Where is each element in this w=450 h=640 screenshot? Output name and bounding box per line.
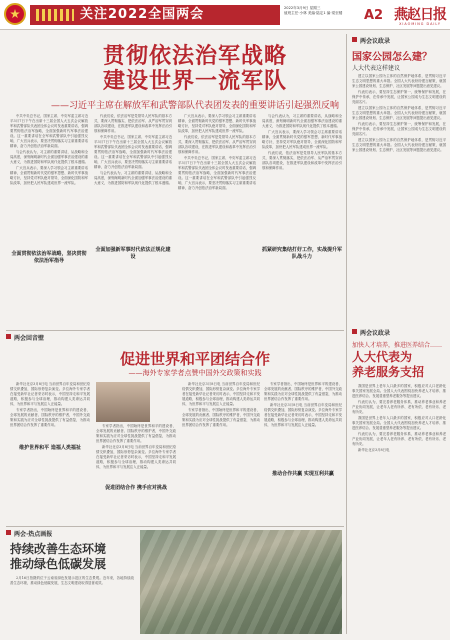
lead-headline: 贯彻依法治军战略 建设世界一流军队 bbox=[102, 43, 287, 94]
landscape-photo bbox=[140, 530, 342, 634]
column-divider bbox=[346, 34, 347, 634]
lead-subhead-1: 全面贯彻依法治军战略，坚决贯彻依法治军指导 bbox=[11, 251, 87, 264]
lead-subhead-3: 抓紧研究集结打好工作，实战提升军队战斗力 bbox=[262, 247, 343, 260]
section-two-deck: ——海外专家学者点赞中国外交政策和实践 bbox=[128, 369, 262, 377]
portrait-photo bbox=[96, 382, 150, 422]
section-two-column-1: 新华社北京3月8日电 当前世界百年变局和世纪疫情交织叠加，国际形势复杂演变。多位海外专家学者在接受新华社记者采访时表示，中国坚持走和平发展道路，积极参与全球治理，推动构建人类命运共同体，为世界和平与发展注入正能量。 专家学者指出，中国始终是世界和平的建设者、全球发展的贡献者、国际秩序的维护者，中国外交政策和实践为应对全球性挑战提供了有益借鉴，为推动世界团结合作发挥了重要作用。 bbox=[10, 382, 90, 427]
lead-column-3: 广大官兵表示，要深入学习领会习主席重要讲话精神，全面贯彻新时代党的强军思想、新时代军事战略方针，坚持党对军队绝对领导，全面深化国防和军队改革，加快把人民军队建成世界一流军队。 代表们说，依法治军是党领导人民军队的基本方式，要深入贯彻落实，把依法治军、从严治军贯穿到部队各项建设，在推进军队建设和改革中发挥法治引领和保障作用。 中共中央总书记、国家主席、中央军委主席习近平3月7日下午在出席十三届全国人大五次会议解放军和武警部队代表团全体会议时发表重要讲话，强调要贯彻依法治军战略，全面加强新时代军事法治建设。这一重要讲话在全军和武警部队中引起强烈反响，广大官兵表示，要坚决贯彻落实习主席重要讲话精神，奋力开创依法治军新局面。 bbox=[178, 114, 256, 190]
right-top-title: 国家公园怎么建？ bbox=[352, 52, 432, 63]
section-two-headline: 促进世界和平团结合作 bbox=[119, 350, 270, 368]
section-divider bbox=[6, 330, 344, 331]
right-bottom-headline: 人大代表为 养老服务支招 bbox=[352, 350, 425, 379]
lead-column-1: 中共中央总书记、国家主席、中央军委主席习近平3月7日下午在出席十三届全国人大五次会议解放军和武警部队代表团全体会议时发表重要讲话，强调要贯彻依法治军战略，全面加强新时代军事法治建设。这一重要讲话在全军和武警部队中引起强烈反响，广大官兵表示，要坚决贯彻落实习主席重要讲话精神，奋力开创依法治军新局面。 与会代表认为，习主席的重要讲话，从战略和全局高度，深刻阐明新时代全面加强军事法治建设的重大意义，为推进国防和军队现代化提供了根本遵循。 广大官兵表示，要深入学习领会习主席重要讲话精神，全面贯彻新时代党的强军思想、新时代军事战略方针，坚持党对军队绝对领导，全面深化国防和军队改革，加快把人民军队建成世界一流军队。 bbox=[10, 114, 88, 185]
right-top-subtitle: 人大代表这样建议 bbox=[352, 65, 401, 72]
section-label-echo: 两会回音壁 bbox=[6, 333, 44, 342]
section-two-subhead-3: 推动合作共赢 实现互利共赢 bbox=[272, 471, 334, 477]
flag-pattern-icon bbox=[36, 9, 74, 21]
lead-column-4: 与会代表认为，习主席的重要讲话，从战略和全局高度，深刻阐明新时代全面加强军事法治建设的重大意义，为推进国防和军队现代化提供了根本遵循。 广大官兵表示，要深入学习领会习主席重要讲话精神，全面贯彻新时代党的强军思想、新时代军事战略方针，坚持党对军队绝对领导，全面深化国防和军队改革，加快把人民军队建成世界一流军队。 代表们说，依法治军是党领导人民军队的基本方式，要深入贯彻落实，把依法治军、从严治军贯穿到部队各项建设，在推进军队建设和改革中发挥法治引领和保障作用。 bbox=[262, 114, 342, 170]
right-section-label-top: 两会议政录 bbox=[352, 36, 390, 45]
page-number: A2 bbox=[364, 8, 384, 23]
section-two-column-2: 专家学者指出，中国始终是世界和平的建设者、全球发展的贡献者、国际秩序的维护者，中国外交政策和实践为应对全球性挑战提供了有益借鉴，为推动世界团结合作发挥了重要作用。 新华社北京3月8日电 当前世界百年变局和世纪疫情交织叠加，国际形势复杂演变。多位海外专家学者在接受新华社记者采访时表示，中国坚持走和平发展道路，积极参与全球治理，推动构建人类命运共同体，为世界和平与发展注入正能量。 bbox=[96, 424, 176, 469]
section-two-column-3: 新华社北京3月8日电 当前世界百年变局和世纪疫情交织叠加，国际形势复杂演变。多位海外专家学者在接受新华社记者采访时表示，中国坚持走和平发展道路，积极参与全球治理，推动构建人类命运共同体，为世界和平与发展注入正能量。 专家学者指出，中国始终是世界和平的建设者、全球发展的贡献者、国际秩序的维护者，中国外交政策和实践为应对全球性挑战提供了有益借鉴，为推动世界团结合作发挥了重要作用。 bbox=[182, 382, 260, 427]
right-bottom-body: 我国是世界上老年人口最多的国家，积极应对人口老龄化事关国家发展全局。全国人大代表围绕加快养老人才培养、推进医养结合、发展普惠型养老服务等提出建议。 代表们认为，要完善养老服务体系，推动养老事业和养老产业协同发展，让老年人老有所养、老有所依、老有所乐、老有所安。 我国是世界上老年人口最多的国家，积极应对人口老龄化事关国家发展全局。全国人大代表围绕加快养老人才培养、推进医养结合、发展普惠型养老服务等提出建议。 代表们认为，要完善养老服务体系，推动养老事业和养老产业协同发展，让老年人老有所养、老有所依、老有所乐、老有所安。 新华社北京3月8日电 bbox=[352, 384, 446, 452]
right-bottom-kicker: 加快人才培养，推进医养结合…… bbox=[352, 342, 443, 349]
national-emblem-icon bbox=[4, 3, 26, 25]
section-title: 关注2022全国两会 bbox=[30, 5, 280, 25]
lead-subhead-2: 全面加强新军事时代依法正规化建设 bbox=[95, 247, 171, 260]
lead-column-2: 代表们说，依法治军是党领导人民军队的基本方式，要深入贯彻落实，把依法治军、从严治军贯穿到部队各项建设，在推进军队建设和改革中发挥法治引领和保障作用。 中共中央总书记、国家主席、中央军委主席习近平3月7日下午在出席十三届全国人大五次会议解放军和武警部队代表团全体会议时发表重要讲话，强调要贯彻依法治军战略，全面加强新时代军事法治建设。这一重要讲话在全军和武警部队中引起强烈反响，广大官兵表示，要坚决贯彻落实习主席重要讲话精神，奋力开创依法治军新局面。 与会代表认为，习主席的重要讲话，从战略和全局高度，深刻阐明新时代全面加强军事法治建设的重大意义，为推进国防和军队现代化提供了根本遵循。 bbox=[94, 114, 172, 185]
section-three-headline: 持续改善生态环境 推动绿色低碳发展 bbox=[10, 542, 107, 571]
section-label-photos: 两会·热点画报 bbox=[6, 529, 52, 538]
section-three-caption: 2月16日拍摄的位于云南省绿色发展示范区的生态景观。近年来，各地持续改善生态环境，推动绿色低碳发展，生态文明建设取得显著成效。 bbox=[10, 576, 134, 585]
section-two-subhead-2: 促进团结合作 携手应对挑战 bbox=[105, 485, 167, 491]
lead-deck: ——习近平主席在解放军和武警部队代表团发表的重要讲话引起强烈反响 bbox=[50, 101, 339, 111]
masthead-logo: 燕赵日报 bbox=[394, 7, 446, 23]
section-two-column-4: 专家学者指出，中国始终是世界和平的建设者、全球发展的贡献者、国际秩序的维护者，中国外交政策和实践为应对全球性挑战提供了有益借鉴，为推动世界团结合作发挥了重要作用。 新华社北京3月8日电 当前世界百年变局和世纪疫情交织叠加，国际形势复杂演变。多位海外专家学者在接受新华社记者采访时表示，中国坚持走和平发展道路，积极参与全球治理，推动构建人类命运共同体，为世界和平与发展注入正能量。 bbox=[264, 382, 342, 427]
masthead-subtitle: XIAOMING DAILY bbox=[399, 22, 441, 26]
right-top-body: 建立以国家公园为主体的自然保护地体系，是贯彻习近平生态文明思想的重大举措。全国人大代表纷纷建言献策，就国家公园建设规划、生态保护、社区发展等问题提出意见建议。 代表们表示，要坚持生态保护第一，统筹保护和发展，在保护中传承，在传承中发展，让国家公园成为生态文明建设的亮丽名片。 建立以国家公园为主体的自然保护地体系，是贯彻习近平生态文明思想的重大举措。全国人大代表纷纷建言献策，就国家公园建设规划、生态保护、社区发展等问题提出意见建议。 代表们表示，要坚持生态保护第一，统筹保护和发展，在保护中传承，在传承中发展，让国家公园成为生态文明建设的亮丽名片。 建立以国家公园为主体的自然保护地体系，是贯彻习近平生态文明思想的重大举措。全国人大代表纷纷建言献策，就国家公园建设规划、生态保护、社区发展等问题提出意见建议。 bbox=[352, 74, 446, 152]
header-bar bbox=[0, 0, 450, 30]
section-divider-2 bbox=[6, 526, 344, 527]
section-two-subhead-1: 维护世界和平 造福人类福祉 bbox=[19, 445, 81, 451]
right-section-label-bottom: 两会议政录 bbox=[352, 328, 390, 337]
dateline: 2022年3月9日 星期三 值班主任·小林 美编·陆定1 编·梁至楼 bbox=[284, 6, 343, 15]
